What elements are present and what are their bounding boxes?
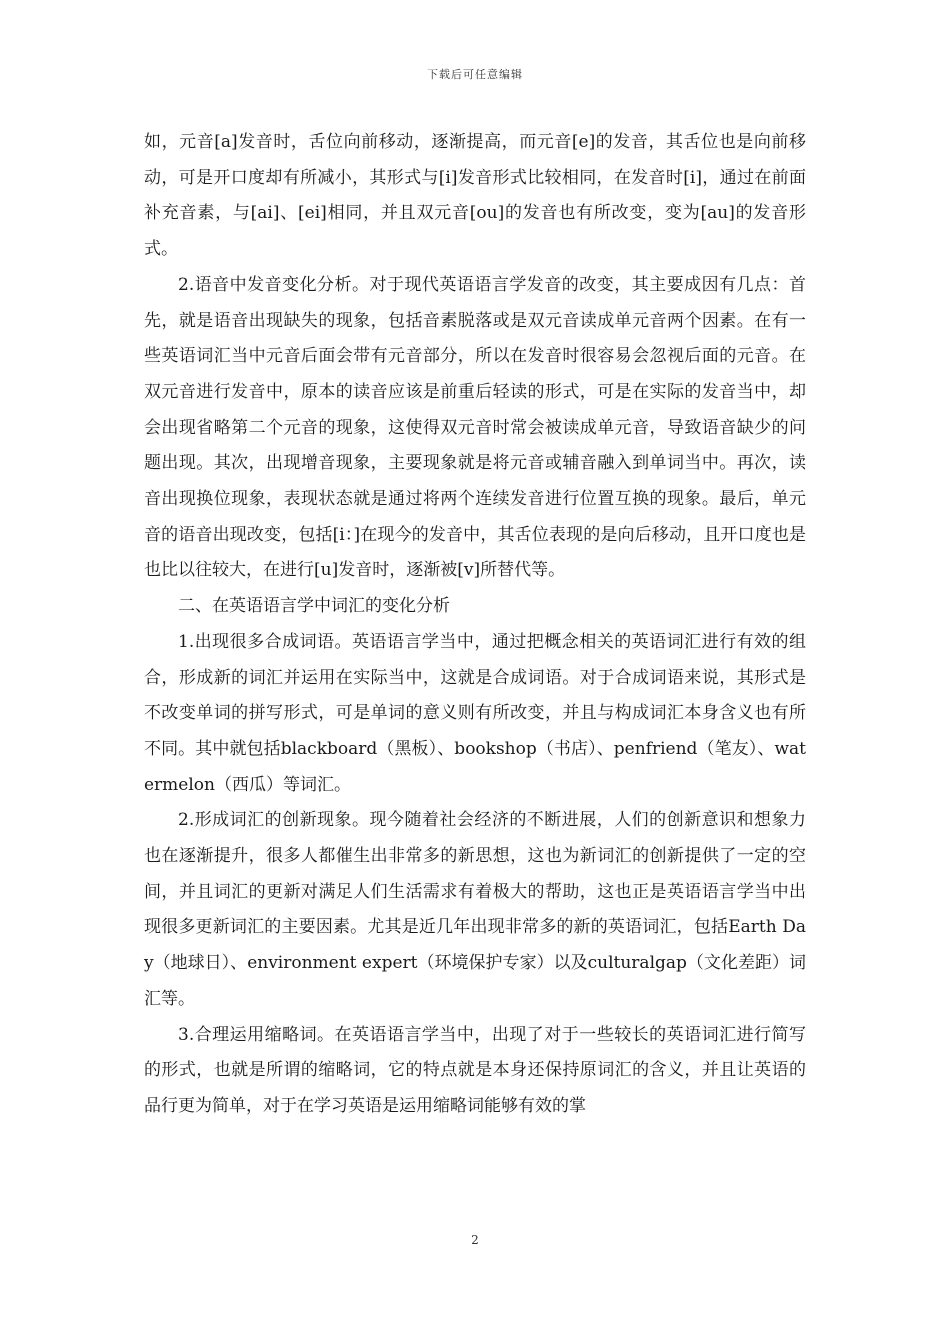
paragraph-vowel-change-continued: 如，元音[a]发音时，舌位向前移动，逐渐提高，而元音[e]的发音，其舌位也是向前移动，可是开口度却有所减小，其形式与[i]发音形式比较相同，在发音时[i]，通过在前面补充音素，与[ai]、[ei]相同，并且双元音[ou]的发音也有所改变，变为[au]的发音形式。 bbox=[144, 132, 806, 260]
paragraph-vocabulary-innovation: 2.形成词汇的创新现象。现今随着社会经济的不断进展，人们的创新意识和想象力也在逐渐提升，很多人都催生出非常多的新思想，这也为新词汇的创新提供了一定的空间，并且词汇的更新对满足人们生活需求有着极大的帮助，这也正是英语语言学当中出现很多更新词汇的主要因素。尤其是近几年出现非常多的新的英语词汇，包括Earth Day（地球日）、environment expert（环境保护专家）以及culturalgap（文化差距）词汇等。 bbox=[144, 810, 806, 1009]
paragraph-compound-words: 1.出现很多合成词语。英语语言学当中，通过把概念相关的英语词汇进行有效的组合，形成新的词汇并运用在实际当中，这就是合成词语。对于合成词语来说，其形式是不改变单词的拼写形式，可是单词的意义则有所改变，并且与构成词汇本身含义也有所不同。其中就包括blackboard（黑板）、bookshop（书店）、penfriend（笔友）、watermelon（西瓜）等词汇。 bbox=[144, 631, 806, 795]
page-header: 下载后可任意编辑 bbox=[427, 68, 523, 81]
document-body bbox=[144, 125, 806, 1125]
paragraph-pronunciation-change: 2.语音中发音变化分析。对于现代英语语言学发音的改变，其主要成因有几点：首先，就是语音出现缺失的现象，包括音素脱落或是双元音读成单元音两个因素。在有一些英语词汇当中元音后面会带有元音部分，所以在发音时很容易会忽视后面的元音。在双元音进行发音中，原本的读音应该是前重后轻读的形式，可是在实际的发音当中，却会出现省略第二个元音的现象，这使得双元音时常会被读成单元音，导致语音缺少的问题出现。其次，出现增音现象，主要现象就是将元音或辅音融入到单词当中。再次，读音出现换位现象，表现状态就是通过将两个连续发音进行位置互换的现象。最后，单元音的语音出现改变，包括[i：]在现今的发音中，其舌位表现的是向后移动，且开口度也是也比以往较大，在进行[u]发音时，逐渐被[v]所替代等。 bbox=[144, 274, 806, 581]
paragraph-abbreviations: 3.合理运用缩略词。在英语语言学当中，出现了对于一些较长的英语词汇进行简写的形式，也就是所谓的缩略词，它的特点就是本身还保持原词汇的含义，并且让英语的品行更为简单，对于在学习英语是运用缩略词能够有效的掌 bbox=[144, 1024, 806, 1116]
section-heading-vocabulary: 二、在英语语言学中词汇的变化分析 bbox=[178, 596, 450, 617]
page-number: 2 bbox=[471, 1233, 479, 1247]
